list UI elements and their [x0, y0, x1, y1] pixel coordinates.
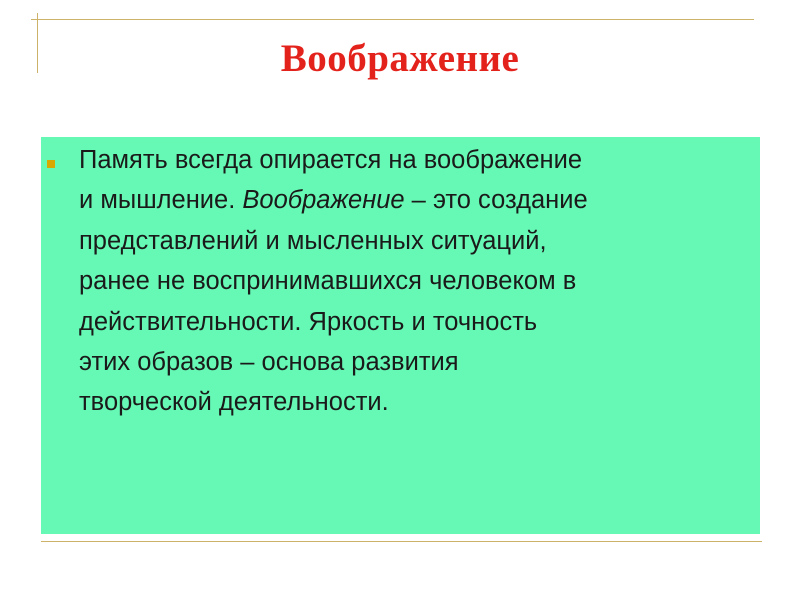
body-paragraph [79, 140, 759, 423]
top-rule [31, 19, 754, 20]
paragraph-line-5: действительности. Яркость и точность [79, 307, 538, 336]
slide-title: Воображение [280, 37, 520, 80]
paragraph-line-1: Память всегда опирается на воображение [79, 146, 583, 174]
paragraph-line-4: ранее не воспринимавшихся человеком в [79, 267, 577, 296]
bottom-rule [41, 541, 762, 542]
paragraph-line-6: этих образов – основа развития [79, 348, 459, 377]
paragraph-line-2 [79, 180, 759, 220]
paragraph-line-2-start: и мышление. [79, 186, 243, 215]
paragraph-line-3: представлений и мысленных ситуаций, [79, 226, 547, 255]
paragraph-line-2-end: – это создание [404, 186, 588, 215]
square-bullet-icon [47, 160, 55, 168]
paragraph-line-7: творческой деятельности. [79, 388, 389, 417]
italic-term: Воображение [242, 186, 405, 215]
